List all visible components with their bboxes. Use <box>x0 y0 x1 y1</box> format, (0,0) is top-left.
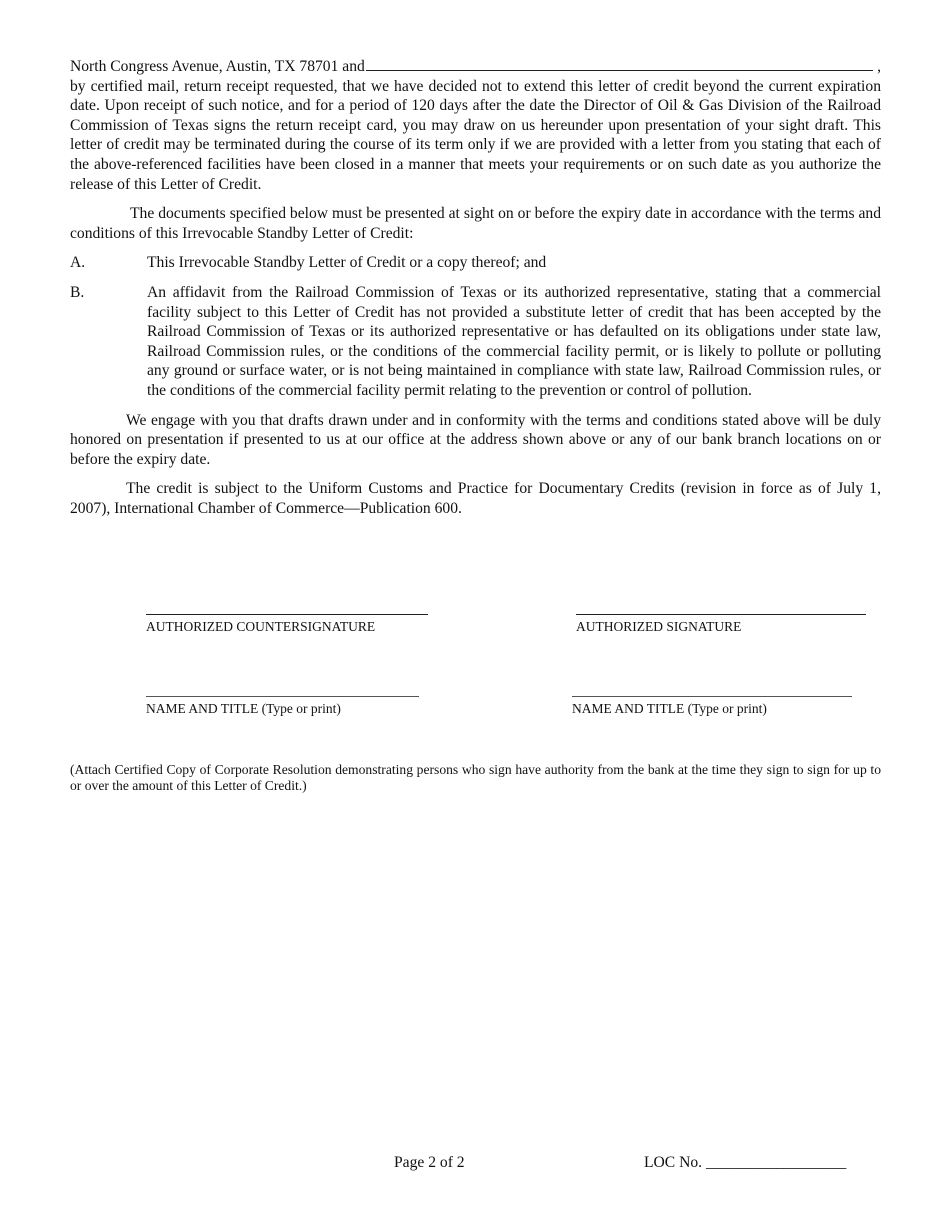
signature-label: AUTHORIZED SIGNATURE <box>576 619 742 634</box>
list-item <box>70 283 881 401</box>
list-item-text: This Irrevocable Standby Letter of Credit or a copy thereof; and <box>147 254 547 272</box>
countersignature-block <box>146 614 428 635</box>
signature-line <box>576 614 866 615</box>
page-number: Page 2 of 2 <box>394 1154 465 1171</box>
list-item-text: An affidavit from the Railroad Commission of Texas or its authorized representative, stating that a commercial facility subject to this Letter of Credit has not provided a substitute letter of credit that has been accepted by the Railroad Commission of Texas or its authorized representative or has defaulted on its obligations under state law, Railroad Commission rules, or the conditions of the commercial facility permit, or is likely to pollute or polluting any ground or surface water, or is not being maintained in compliance with state law, Railroad Commission rules, or the conditions of the commercial facility permit relating to the prevention or control of pollution. <box>147 283 881 399</box>
list-item <box>70 253 881 273</box>
notice-paragraph: by certified mail, return receipt requested, that we have decided not to extend this letter of credit beyond the current expiration date. Upon receipt of such notice, and for a period of 120 days after the date the Director of Oil & Gas Division of the Railroad Commission of Texas signs the return receipt card, you may draw on us hereunder upon presentation of your sight draft. This letter of credit may be terminated during the course of its term only if we are provided with a letter from you stating that each of the above-referenced facilities have been closed in a manner that meets your requirements or on such date as you authorize the release of this Letter of Credit. <box>70 77 881 193</box>
countersignature-line <box>146 614 428 615</box>
name-title-left-block <box>146 696 419 717</box>
list-item-letter: A. <box>70 254 86 272</box>
name-title-row <box>146 696 866 717</box>
name-title-right-label: NAME AND TITLE (Type or print) <box>572 701 767 716</box>
engagement-paragraph: We engage with you that drafts drawn under and in conformity with the terms and conditions stated above will be duly honored on presentation if presented to us at our office at the address shown above or any of our bank branch locations on or before the expiry date. <box>70 411 881 468</box>
name-title-left-line <box>146 696 419 697</box>
signature-block <box>576 614 866 635</box>
list-item-letter: B. <box>70 283 85 301</box>
letter-body <box>70 56 881 518</box>
recipient-blank <box>366 56 873 71</box>
signature-row <box>146 614 866 635</box>
name-title-left-label: NAME AND TITLE (Type or print) <box>146 701 341 716</box>
address-line <box>70 56 881 77</box>
countersignature-label: AUTHORIZED COUNTERSIGNATURE <box>146 619 376 634</box>
documents-paragraph: The documents specified below must be presented at sight on or before the expiry date in accordance with the terms and conditions of this Irrevocable Standby Letter of Credit: <box>70 205 881 242</box>
loc-number: LOC No. __________________ <box>644 1154 847 1171</box>
name-title-right-block <box>572 696 852 717</box>
address-comma: , <box>877 58 881 75</box>
ucp-paragraph: The credit is subject to the Uniform Customs and Practice for Documentary Credits (revision in force as of July 1, 2007), International Chamber of Commerce—Publication 600. <box>70 480 881 517</box>
resolution-footnote: (Attach Certified Copy of Corporate Resolution demonstrating persons who sign have authority from the bank at the time they sign to sign for up to or over the amount of this Letter of Credit.) <box>70 762 881 793</box>
address-text: North Congress Avenue, Austin, TX 78701 and <box>70 58 365 75</box>
name-title-right-line <box>572 696 852 697</box>
